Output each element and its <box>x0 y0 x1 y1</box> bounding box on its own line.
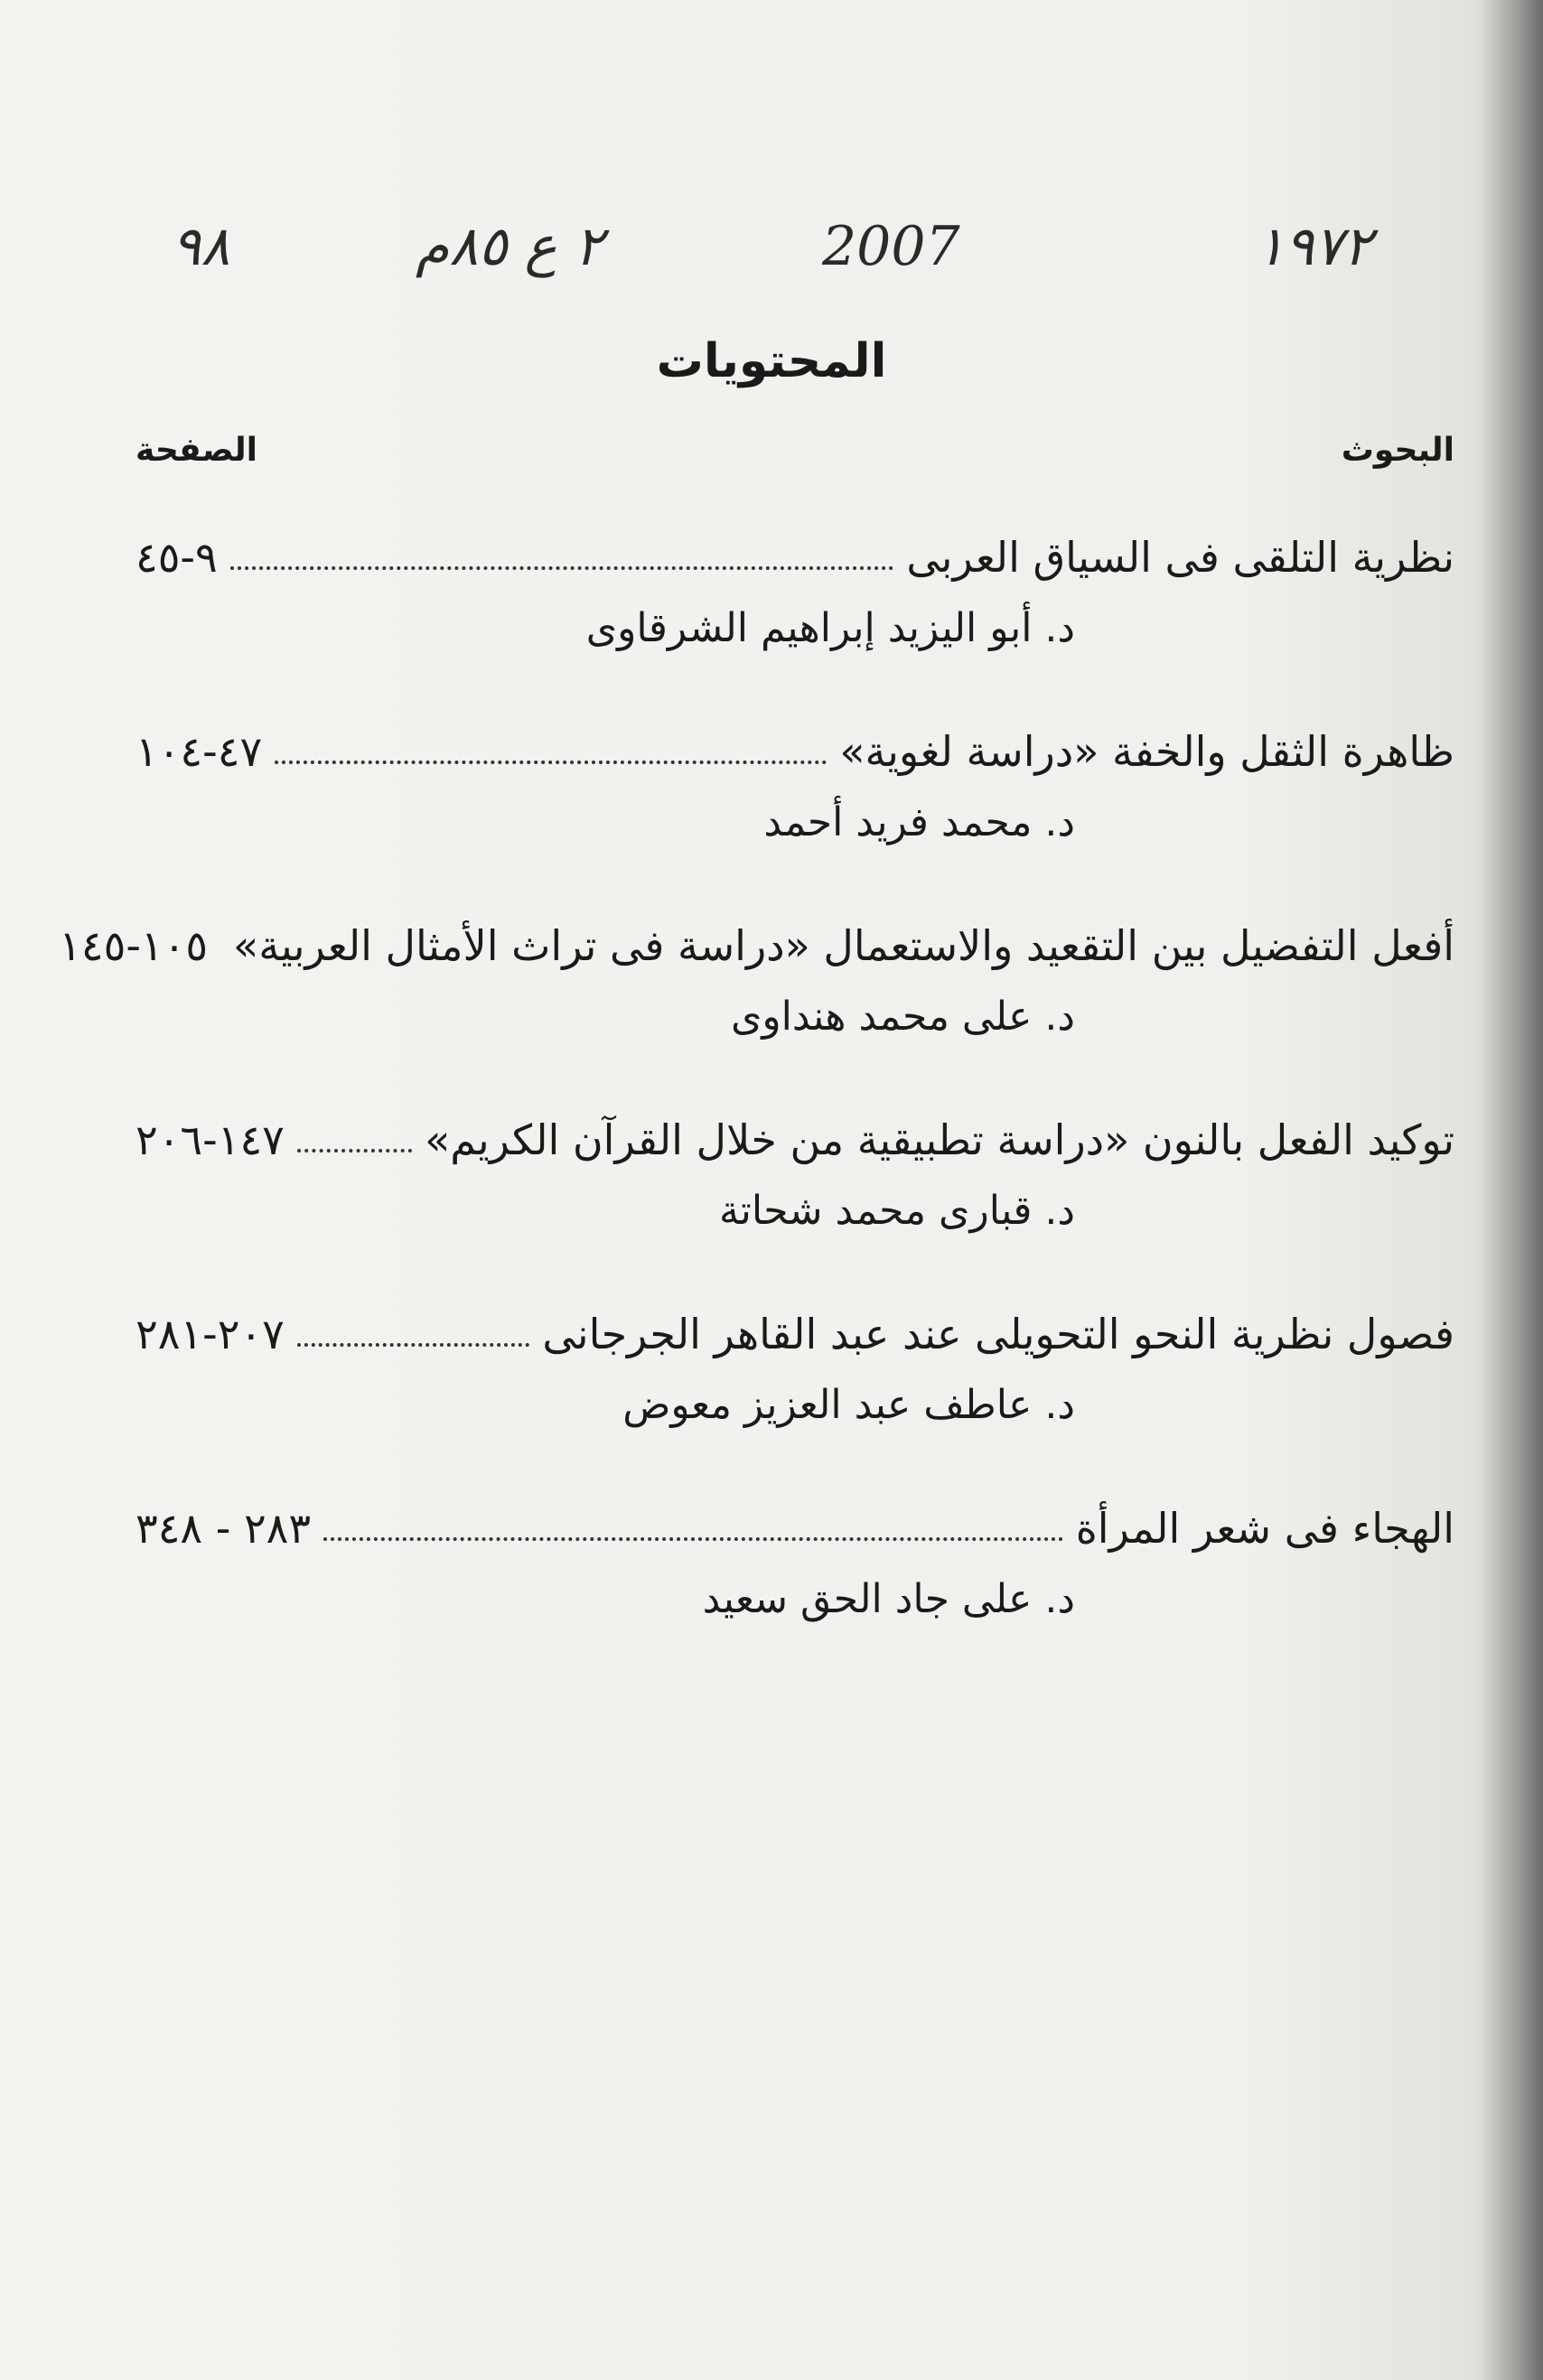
toc-entry-author: د. محمد فريد أحمد <box>763 799 1075 845</box>
toc-entry-title[interactable]: توكيد الفعل بالنون «دراسة تطبيقية من خلال القرآن الكريم» <box>425 1115 1454 1164</box>
toc-header <box>136 432 1454 486</box>
toc-entry-author: د. قبارى محمد شحاتة <box>719 1188 1075 1234</box>
toc-entry-author: د. عاطف عبد العزيز معوض <box>622 1382 1075 1428</box>
dot-leader <box>230 566 894 570</box>
dot-leader <box>297 1149 412 1153</box>
toc-entry <box>136 1093 1454 1287</box>
page-title: المحتويات <box>656 334 887 388</box>
toc-entry-author: د. على جاد الحق سعيد <box>702 1576 1075 1622</box>
toc-entry-pages: ٩-٤٥ <box>136 532 218 582</box>
toc-entry-pages: ١٠٥-١٤٥ <box>59 920 209 970</box>
toc-entry-title[interactable]: نظرية التلقى فى السياق العربى <box>906 532 1454 582</box>
toc-entry-pages: ٢٠٧-٢٨١ <box>136 1309 285 1358</box>
toc-entry-title[interactable]: أفعل التفضيل بين التقعيد والاستعمال «دراسة فى تراث الأمثال العربية» <box>233 920 1454 970</box>
toc-entry-pages: ١٤٧-٢٠٦ <box>136 1115 285 1164</box>
research-column-label: البحوث <box>1341 432 1454 469</box>
toc-entry <box>136 705 1454 899</box>
toc-entry-title[interactable]: ظاهرة الثقل والخفة «دراسة لغوية» <box>839 726 1454 776</box>
dot-leader <box>323 1537 1063 1541</box>
toc-entry-pages: ٢٨٣ - ٣٤٨ <box>136 1503 312 1553</box>
toc-entry-pages: ٤٧-١٠٤ <box>136 726 263 776</box>
handwritten-note-4: ١٩٧٢ <box>1256 215 1372 278</box>
toc-entry <box>59 899 1454 1093</box>
dot-leader <box>275 761 827 764</box>
handwritten-note <box>172 215 1418 296</box>
handwritten-note-2: ٢ ع ٨٥م <box>416 215 603 278</box>
toc-entry <box>136 510 1454 705</box>
toc-entry-title[interactable]: الهجاء فى شعر المرأة <box>1075 1503 1454 1553</box>
toc-entry-author: د. أبو اليزيد إبراهيم الشرقاوى <box>585 605 1075 651</box>
toc-entry-author: د. على محمد هنداوى <box>730 994 1075 1040</box>
dot-leader <box>297 1343 530 1347</box>
page-column-label: الصفحة <box>136 432 258 469</box>
handwritten-note-3: 2007 <box>822 215 960 278</box>
toc-entry-title[interactable]: فصول نظرية النحو التحويلى عند عبد القاهر الجرجانى <box>542 1309 1454 1358</box>
toc-entry <box>136 1481 1454 1675</box>
toc-entry <box>136 1287 1454 1481</box>
table-of-contents <box>59 510 1454 1675</box>
handwritten-note-1: ٩٨ <box>172 215 230 278</box>
